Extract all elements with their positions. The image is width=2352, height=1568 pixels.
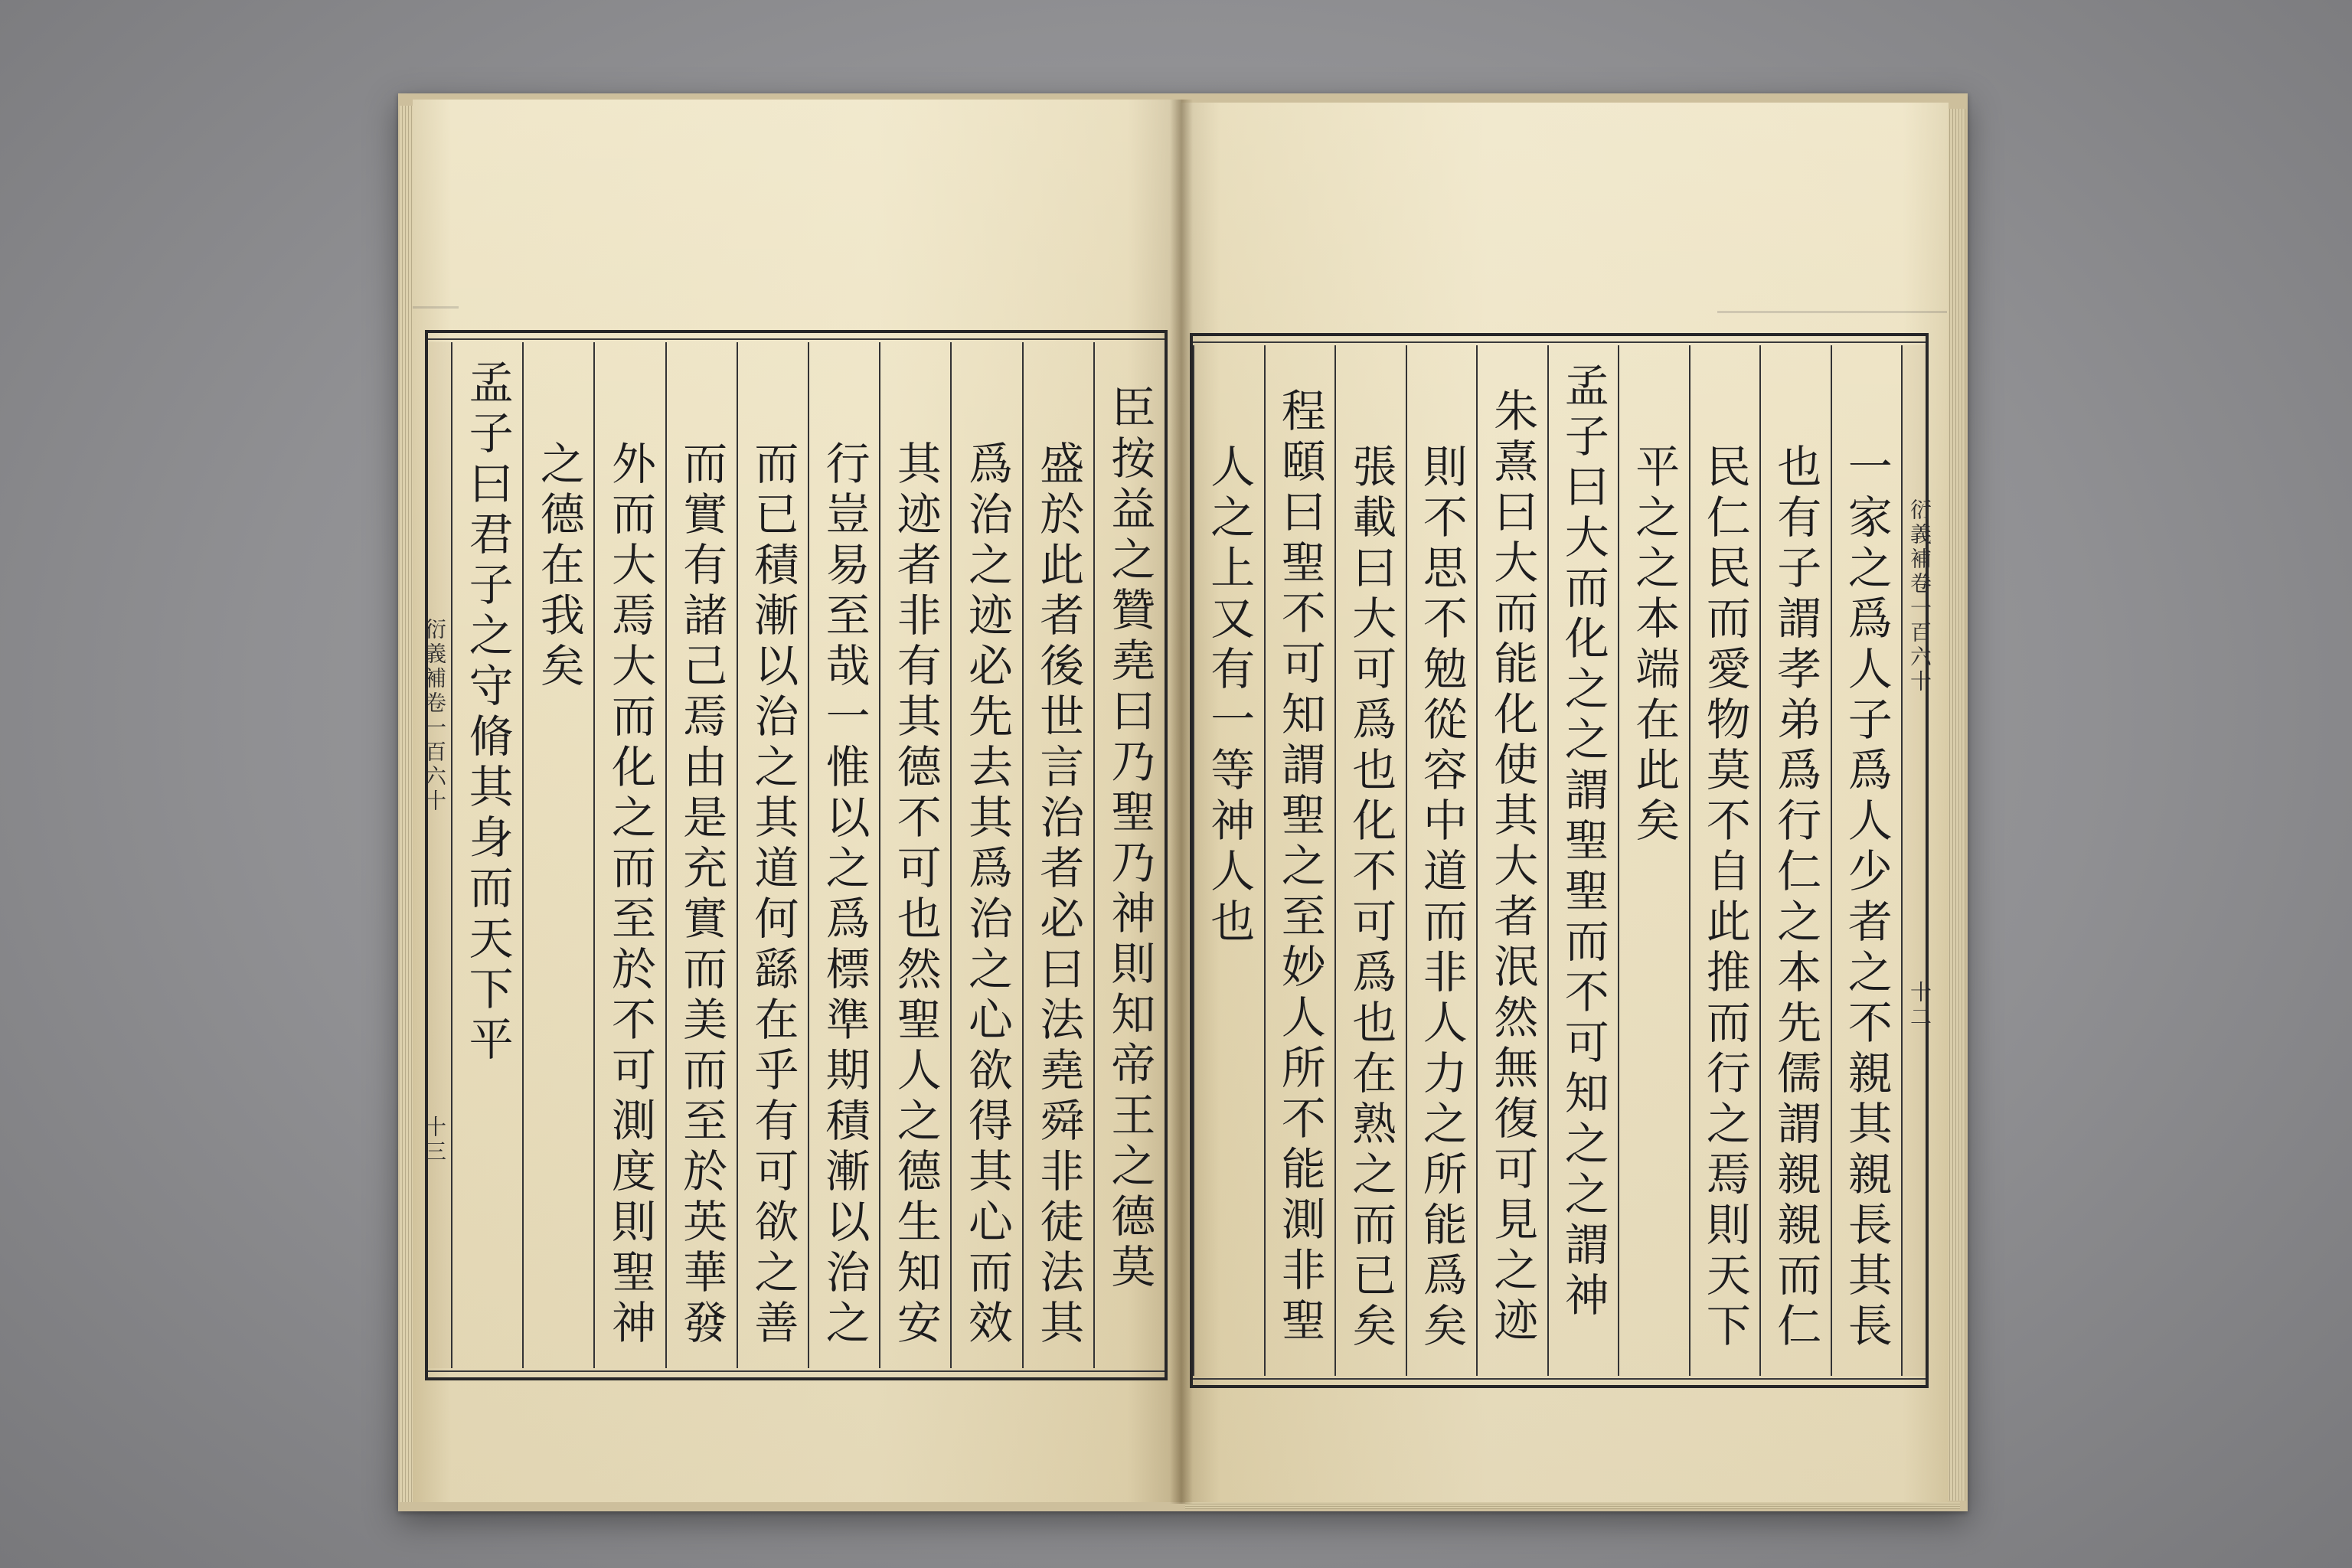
text-column (1406, 345, 1477, 1376)
text-column (1618, 345, 1689, 1376)
column-text: 人之上又有一等神人也 (1203, 443, 1256, 949)
column-text: 而已積漸以治之其道何繇在乎有可欲之善 (746, 440, 799, 1350)
text-column (1547, 345, 1619, 1376)
bottom-page-edge-stack (1185, 1502, 1960, 1509)
text-column (1759, 345, 1831, 1376)
text-column (665, 342, 737, 1368)
column-text: 而實有諸己焉由是充實而美而至於英華發 (675, 440, 728, 1350)
text-column (593, 342, 665, 1368)
text-column (1264, 345, 1335, 1376)
column-text: 朱熹曰大而能化使其大者泯然無復可見之迹 (1486, 387, 1539, 1348)
column-text: 行豈易至哉一惟以之爲標準期積漸以治之 (818, 440, 871, 1350)
text-column (1476, 345, 1547, 1376)
column-text: 一家之爲人子爲人少者之不親其親長其長 (1840, 443, 1893, 1353)
text-column (522, 342, 593, 1368)
column-text: 外而大焉大而化之而至於不可測度則聖神 (603, 440, 656, 1350)
page-number: 十三 (421, 1116, 447, 1165)
column-text: 平之之本端在此矣 (1628, 443, 1681, 848)
volume-title: 衍義補卷一百六十 (1907, 498, 1932, 694)
volume-title: 衍義補卷一百六十 (421, 618, 447, 814)
column-text: 盛於此者後世言治者必曰法堯舜非徒法其 (1032, 440, 1085, 1350)
text-column (1689, 345, 1760, 1376)
column-text: 程頤曰聖不可知謂聖之至妙人所不能測非聖 (1273, 387, 1326, 1348)
block-center-margin (1901, 345, 1932, 1376)
left-page (413, 100, 1181, 1502)
text-frame (421, 330, 1168, 1380)
column-text: 爲治之迹必先去其爲治之心欲得其心而效 (960, 440, 1013, 1350)
text-column (1022, 342, 1093, 1368)
text-column (879, 342, 950, 1368)
text-column (950, 342, 1021, 1368)
column-text: 孟子曰君子之守脩其身而天下平 (461, 359, 514, 1067)
text-frame (1190, 333, 1932, 1388)
block-center-margin (421, 342, 451, 1368)
column-text: 也有子謂孝弟爲行仁之本先儒謂親親而仁 (1769, 443, 1822, 1353)
text-column (1193, 345, 1264, 1376)
book-gutter-shadow (1170, 100, 1193, 1504)
column-text: 張載曰大可爲也化不可爲也在熟之而已矣 (1344, 443, 1397, 1353)
right-page-edge-stack (1947, 109, 1965, 1501)
show-through-rule (413, 306, 459, 309)
column-text: 臣按益之贊堯曰乃聖乃神則知帝王之德莫 (1103, 384, 1156, 1294)
column-text: 其迹者非有其德不可也然聖人之德生知安 (889, 440, 942, 1350)
text-column (1334, 345, 1406, 1376)
text-column (1831, 345, 1902, 1376)
right-page (1181, 103, 1949, 1502)
page-number: 十二 (1907, 981, 1932, 1030)
show-through-rule (1717, 311, 1947, 313)
text-column (1093, 342, 1165, 1368)
column-text: 孟子曰大而化之之謂聖聖而不可知之之謂神 (1557, 362, 1609, 1322)
column-text: 之德在我矣 (532, 440, 585, 693)
text-column (737, 342, 808, 1368)
column-text: 民仁民而愛物莫不自此推而行之焉則天下 (1698, 443, 1751, 1353)
text-column (451, 342, 522, 1368)
column-text: 則不思不勉從容中道而非人力之所能爲矣 (1415, 443, 1468, 1353)
text-column (808, 342, 879, 1368)
